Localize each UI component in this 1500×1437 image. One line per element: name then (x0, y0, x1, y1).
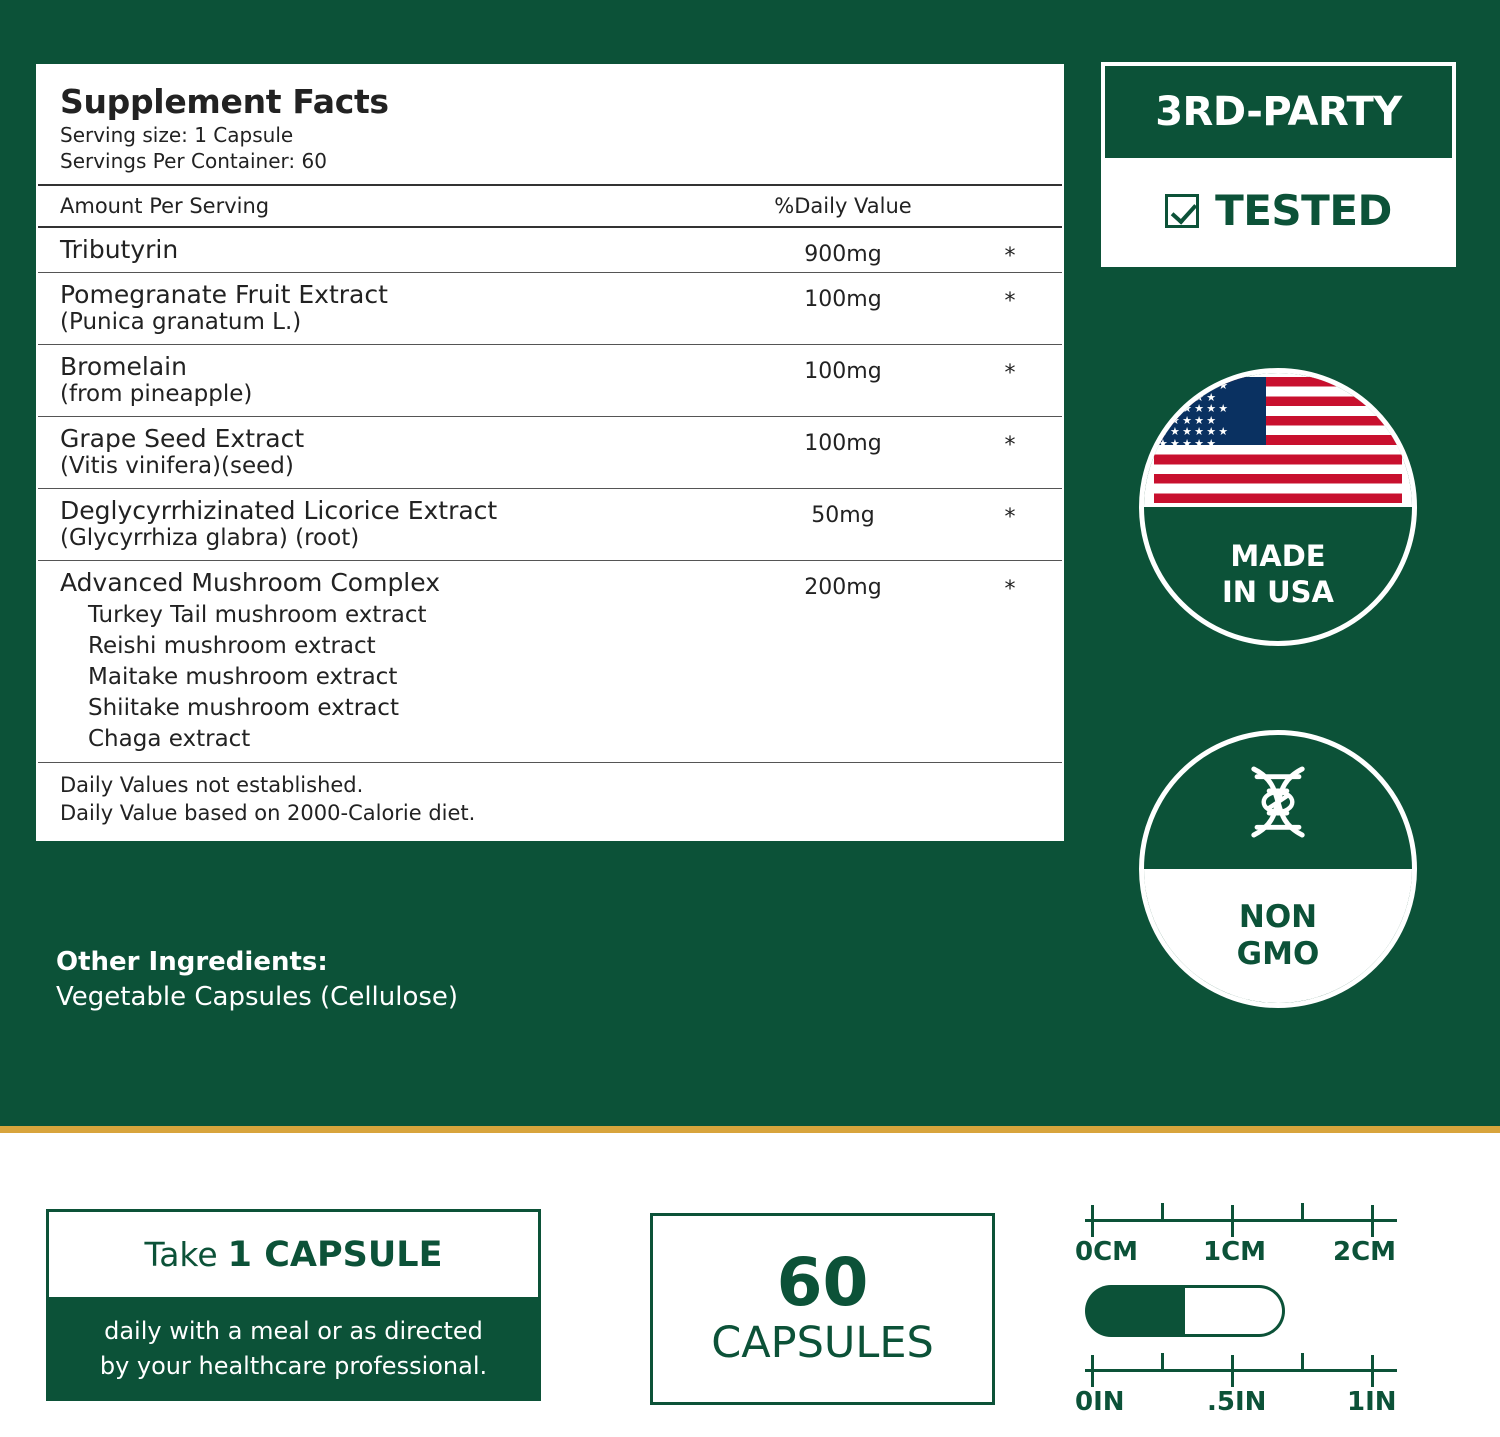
non-gmo-line2: GMO (1236, 936, 1320, 972)
ingredient-daily-value: * (1004, 288, 1016, 314)
take-prefix: Take (144, 1235, 218, 1274)
capsule-count-number: 60 (776, 1244, 869, 1322)
header-amount-per-serving: Amount Per Serving (60, 194, 270, 219)
non-gmo-badge (1139, 730, 1417, 1008)
ingredient-daily-value: * (1004, 504, 1016, 530)
cm-labels (1075, 1237, 1415, 1271)
checkmark-icon (1165, 194, 1199, 228)
ingredient-name: Advanced Mushroom Complex (60, 568, 440, 598)
ingredient-name: Grape Seed Extract (60, 423, 305, 453)
tested-label: TESTED (1215, 186, 1392, 235)
made-in-usa-badge (1139, 368, 1417, 646)
ingredient-daily-value: * (1004, 432, 1016, 458)
ingredient-amount: 900mg (804, 242, 882, 268)
cm-label-0: 0CM (1075, 1237, 1139, 1267)
sublist-item: Reishi mushroom extract (88, 632, 376, 659)
ingredient-row (38, 273, 1062, 344)
ingredient-row (38, 345, 1062, 416)
other-ingredients-title: Other Ingredients: (56, 947, 328, 977)
capsule-count-box (650, 1213, 995, 1405)
footnote-daily-values: Daily Values not established. (60, 772, 364, 797)
servings-per-container: Servings Per Container: 60 (60, 148, 327, 173)
ingredient-amount: 100mg (804, 286, 882, 312)
capsule-count-label: CAPSULES (711, 1318, 934, 1369)
ingredient-latin: (Punica granatum L.) (60, 309, 302, 336)
ingredient-amount: 100mg (804, 430, 882, 456)
made-in-usa-line2: IN USA (1221, 575, 1335, 609)
sublist-item: Shiitake mushroom extract (88, 694, 399, 721)
other-ingredients-text: Vegetable Capsules (Cellulose) (56, 982, 459, 1013)
dose-detail (46, 1297, 541, 1401)
in-label-half: .5IN (1207, 1387, 1267, 1417)
footnote-calorie-diet: Daily Value based on 2000-Calorie diet. (60, 801, 476, 826)
ingredient-sublist (60, 598, 728, 755)
ingredient-amount: 200mg (804, 575, 882, 601)
ingredient-amount: 100mg (804, 358, 882, 384)
ingredient-row (38, 561, 1062, 762)
in-labels (1075, 1387, 1415, 1421)
ingredient-name: Tributyrin (60, 235, 179, 265)
in-label-1: 1IN (1347, 1387, 1397, 1417)
third-party-label: 3RD-PARTY (1155, 89, 1402, 135)
ingredient-row (38, 489, 1062, 560)
serving-size: Serving size: 1 Capsule (60, 123, 294, 147)
ingredient-row (38, 417, 1062, 488)
non-gmo-line1: NON (1238, 898, 1318, 935)
sublist-item: Maitake mushroom extract (88, 663, 398, 690)
sublist-item: Chaga extract (88, 725, 251, 752)
take-emphasis: 1 CAPSULE (227, 1234, 443, 1275)
bottom-section (0, 1133, 1500, 1437)
ingredient-daily-value: * (1004, 244, 1016, 270)
dose-headline (46, 1209, 541, 1297)
ingredient-name: Bromelain (60, 351, 187, 381)
made-in-usa-line1: MADE (1230, 538, 1326, 573)
cm-label-2: 2CM (1333, 1237, 1397, 1267)
dose-detail-line2: by your healthcare professional. (99, 1351, 488, 1380)
in-label-0: 0IN (1075, 1387, 1125, 1417)
facts-column-headers (38, 186, 1062, 226)
directions-box (46, 1209, 541, 1401)
ingredient-row (38, 228, 1062, 272)
ingredient-name: Pomegranate Fruit Extract (60, 279, 388, 309)
cm-tick-line (1085, 1203, 1415, 1237)
ingredient-amount: 50mg (811, 502, 875, 528)
in-tick-line (1085, 1353, 1415, 1387)
tested-row (1105, 158, 1452, 263)
dose-detail-line1: daily with a meal or as directed (104, 1317, 483, 1345)
third-party-tested-badge (1101, 62, 1456, 267)
header-daily-value: %Daily Value (774, 194, 912, 219)
usa-flag-icon: ★★★★★★ ★★★★★ ★★★★★★ ★★★★★ ★★★★★★ ★★★★★ (1144, 373, 1412, 507)
gold-divider (0, 1126, 1500, 1133)
dna-icon (1144, 735, 1412, 869)
cm-label-1: 1CM (1203, 1237, 1267, 1267)
size-ruler (1075, 1203, 1415, 1421)
other-ingredients (56, 945, 756, 1015)
supplement-facts-panel (36, 64, 1064, 841)
ingredient-name: Deglycyrrhizinated Licorice Extract (60, 495, 498, 525)
sublist-item: Turkey Tail mushroom extract (88, 601, 427, 628)
ingredient-latin: (Glycyrrhiza glabra) (root) (60, 525, 360, 552)
ingredient-latin: (Vitis vinifera)(seed) (60, 453, 294, 480)
ingredient-latin: (from pineapple) (60, 381, 253, 408)
supplement-facts-title: Supplement Facts (60, 82, 389, 121)
ingredient-daily-value: * (1004, 360, 1016, 386)
ingredient-daily-value: * (1004, 577, 1016, 603)
capsule-illustration (1085, 1285, 1285, 1337)
